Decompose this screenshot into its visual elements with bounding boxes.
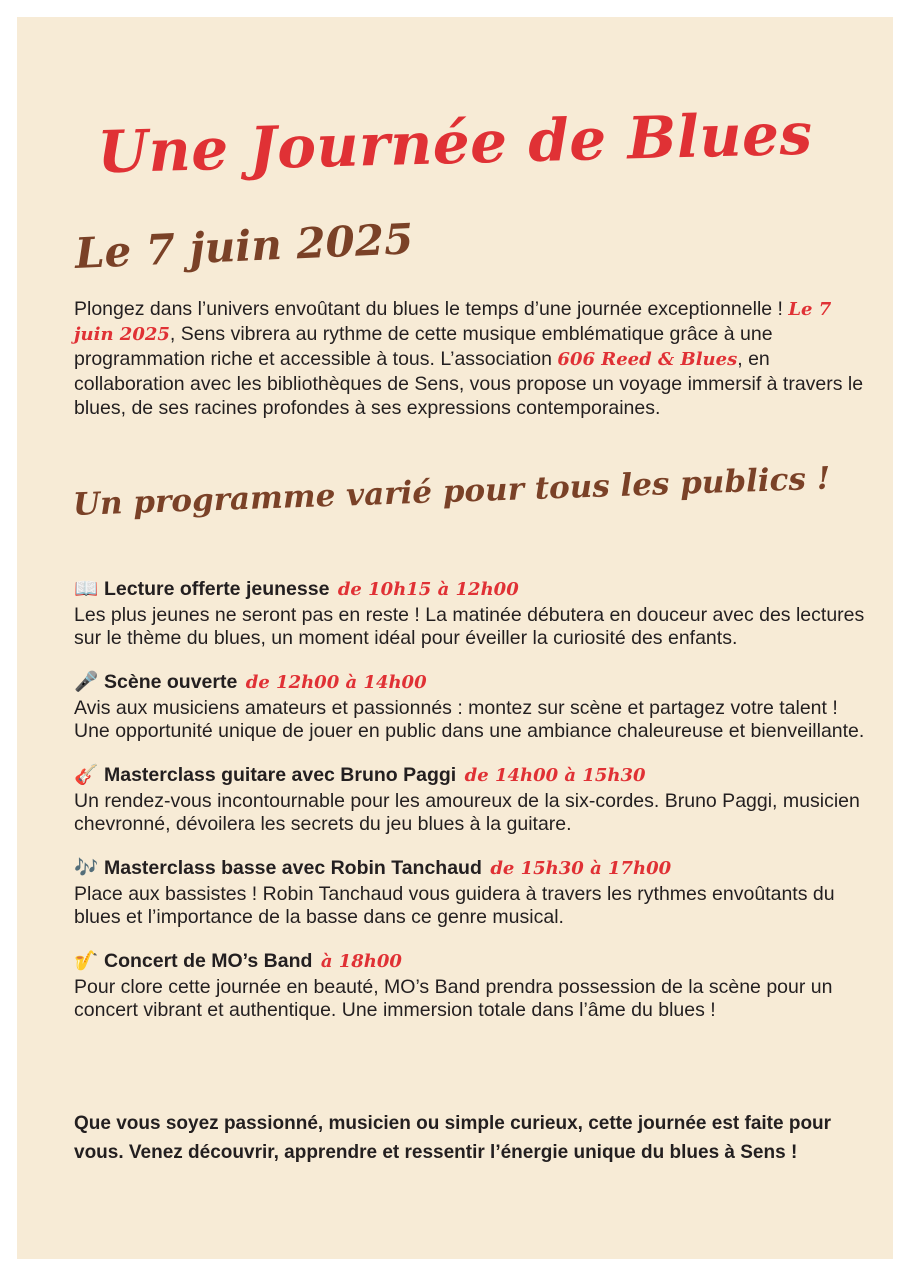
event-description: Les plus jeunes ne seront pas en reste ! La matinée débutera en douceur avec des lectures sur le thème du blues, un moment idéal pour éveiller la curiosité des enfants. (74, 604, 865, 649)
program-heading: Un programme varié pour tous les publics ! (72, 460, 831, 523)
event-title: Masterclass guitare avec Bruno Paggi (104, 764, 457, 786)
intro-text-1: Plongez dans l’univers envoûtant du blues le temps d’une journée exceptionnelle ! (74, 298, 789, 320)
event-description: Place aux bassistes ! Robin Tanchaud vous guidera à travers les rythmes envoûtants du blues et l’importance de la basse dans ce genre musical. (74, 883, 835, 928)
event-item (74, 761, 874, 835)
association-name: 606 Reed & Blues (557, 349, 738, 370)
events-list (74, 575, 874, 1040)
saxophone-icon: 🎷 (74, 950, 99, 972)
event-title: Scène ouverte (104, 671, 238, 693)
intro-text-2: , Sens vibrera au rythme de cette musique emblématique grâce à une programmation riche et accessible à tous. L’association (74, 323, 773, 370)
event-time: de 15h30 à 17h00 (490, 858, 672, 879)
event-title-row (74, 761, 874, 790)
event-title: Concert de MO’s Band (104, 950, 313, 972)
microphone-icon: 🎤 (74, 671, 99, 693)
poster (17, 17, 893, 1259)
event-title: Lecture offerte jeunesse (104, 578, 330, 600)
event-item (74, 947, 874, 1021)
book-icon: 📖 (74, 578, 99, 600)
event-description: Pour clore cette journée en beauté, MO’s Band prendra possession de la scène pour un concert vibrant et authentique. Une immersion totale dans l’âme du blues ! (74, 976, 833, 1021)
event-description: Avis aux musiciens amateurs et passionnés : montez sur scène et partagez votre talent ! Une opportunité unique de jouer en public dans une ambiance chaleureuse et bienveillante. (74, 697, 865, 742)
event-title-row (74, 668, 874, 697)
intro-text-3: , en collaboration avec les bibliothèques de Sens, vous propose un voyage immersif à travers le blues, de ses racines profondes à ses expressions contemporaines. (74, 348, 864, 419)
event-time: de 12h00 à 14h00 (245, 672, 427, 693)
event-time: de 14h00 à 15h30 (464, 765, 646, 786)
event-time: à 18h00 (320, 951, 402, 972)
event-item (74, 668, 874, 742)
guitar-icon: 🎸 (74, 764, 99, 786)
music-notes-icon: 🎶 (74, 857, 99, 879)
event-title-row (74, 947, 874, 976)
event-item (74, 575, 874, 649)
intro-paragraph (74, 297, 864, 420)
event-title: Masterclass basse avec Robin Tanchaud (104, 857, 482, 879)
date-heading: Le 7 juin 2025 (73, 214, 415, 278)
event-item (74, 854, 874, 928)
event-description: Un rendez-vous incontournable pour les amoureux de la six-cordes. Bruno Paggi, musicien chevronné, dévoilera les secrets du jeu blues à la guitare. (74, 790, 860, 835)
event-title-row (74, 854, 874, 883)
event-time: de 10h15 à 12h00 (337, 579, 519, 600)
intro-date-highlight: Le 7 juin 2025 (74, 299, 832, 345)
event-title-row (74, 575, 874, 604)
page-title: Une Journée de Blues (96, 99, 814, 187)
closing-paragraph: Que vous soyez passionné, musicien ou simple curieux, cette journée est faite pour vous. Venez découvrir, apprendre et ressentir l’énergie unique du blues à Sens ! (74, 1113, 832, 1163)
